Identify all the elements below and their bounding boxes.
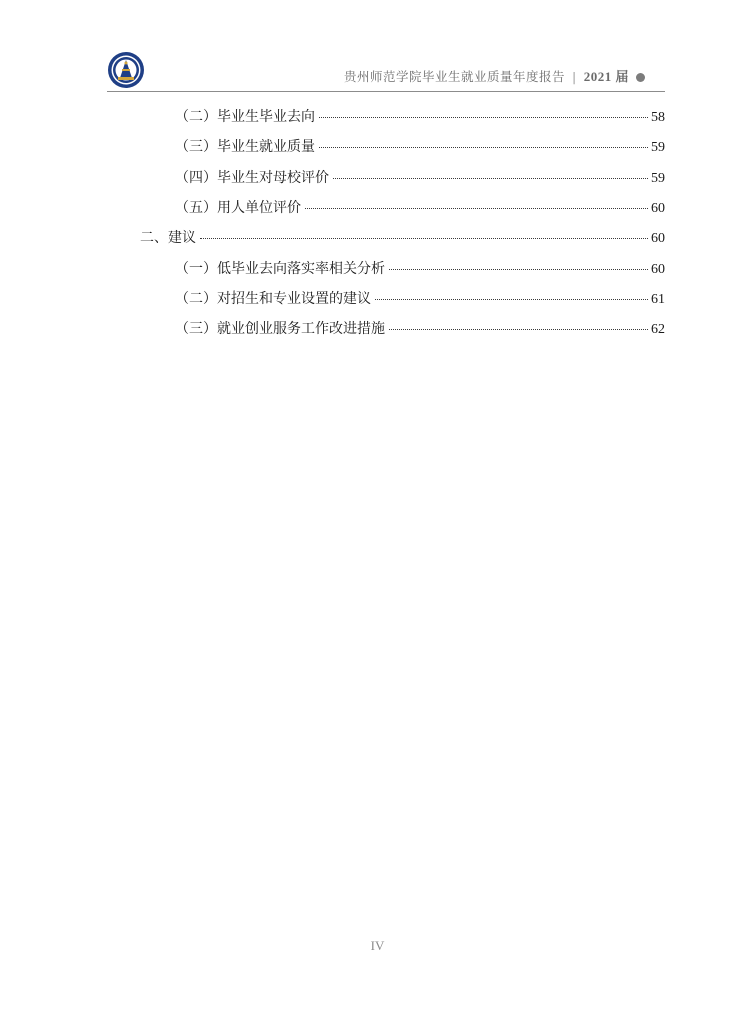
toc-dot-leader xyxy=(333,164,648,179)
toc-entry[interactable] xyxy=(140,227,665,247)
toc-entry[interactable] xyxy=(175,258,665,278)
toc-entry-label: （三）毕业生就业质量 xyxy=(175,139,315,156)
header-separator: | xyxy=(572,69,577,84)
toc-entry-label: （四）毕业生对母校评价 xyxy=(175,169,329,186)
toc-entry-page: 58 xyxy=(651,110,665,125)
toc-entry[interactable] xyxy=(175,136,665,156)
toc-entry-label: （三）就业创业服务工作改进措施 xyxy=(175,321,385,338)
toc-entry[interactable] xyxy=(175,318,665,338)
toc-dot-leader xyxy=(305,194,648,209)
toc-entry-label: （二）毕业生毕业去向 xyxy=(175,109,315,125)
toc-entry-page: 59 xyxy=(651,140,665,156)
toc-dot-leader xyxy=(319,103,648,118)
toc-dot-leader xyxy=(389,255,648,270)
toc-entry[interactable] xyxy=(175,106,665,126)
toc-entry-label: 二、建议 xyxy=(140,230,196,247)
toc-entry-label: （二）对招生和专业设置的建议 xyxy=(175,290,371,307)
toc-entry-page: 60 xyxy=(651,231,665,247)
toc-entry[interactable] xyxy=(175,167,665,187)
toc-entry-page: 61 xyxy=(651,291,665,307)
toc-entry-page: 62 xyxy=(651,322,665,338)
university-seal-icon xyxy=(107,51,145,89)
toc-entry-label: （一）低毕业去向落实率相关分析 xyxy=(175,260,385,277)
toc-entry-page: 60 xyxy=(651,200,665,216)
page-header xyxy=(0,0,755,100)
report-title xyxy=(344,66,645,85)
header-rule xyxy=(107,91,665,92)
bullet-dot-icon xyxy=(636,73,645,82)
toc-entry-page: 59 xyxy=(651,170,665,186)
page-number: IV xyxy=(370,938,385,953)
toc-dot-leader xyxy=(319,133,648,148)
toc-entry-page: 60 xyxy=(651,261,665,277)
toc-dot-leader xyxy=(375,285,648,300)
toc-entry-label: （五）用人单位评价 xyxy=(175,199,301,216)
toc-dot-leader xyxy=(389,315,648,330)
toc-dot-leader xyxy=(200,224,648,239)
toc-entry[interactable] xyxy=(175,197,665,217)
toc-entry[interactable] xyxy=(175,288,665,308)
report-year: 2021 届 xyxy=(583,69,629,84)
report-title-text: 贵州师范学院毕业生就业质量年度报告 xyxy=(344,69,566,84)
